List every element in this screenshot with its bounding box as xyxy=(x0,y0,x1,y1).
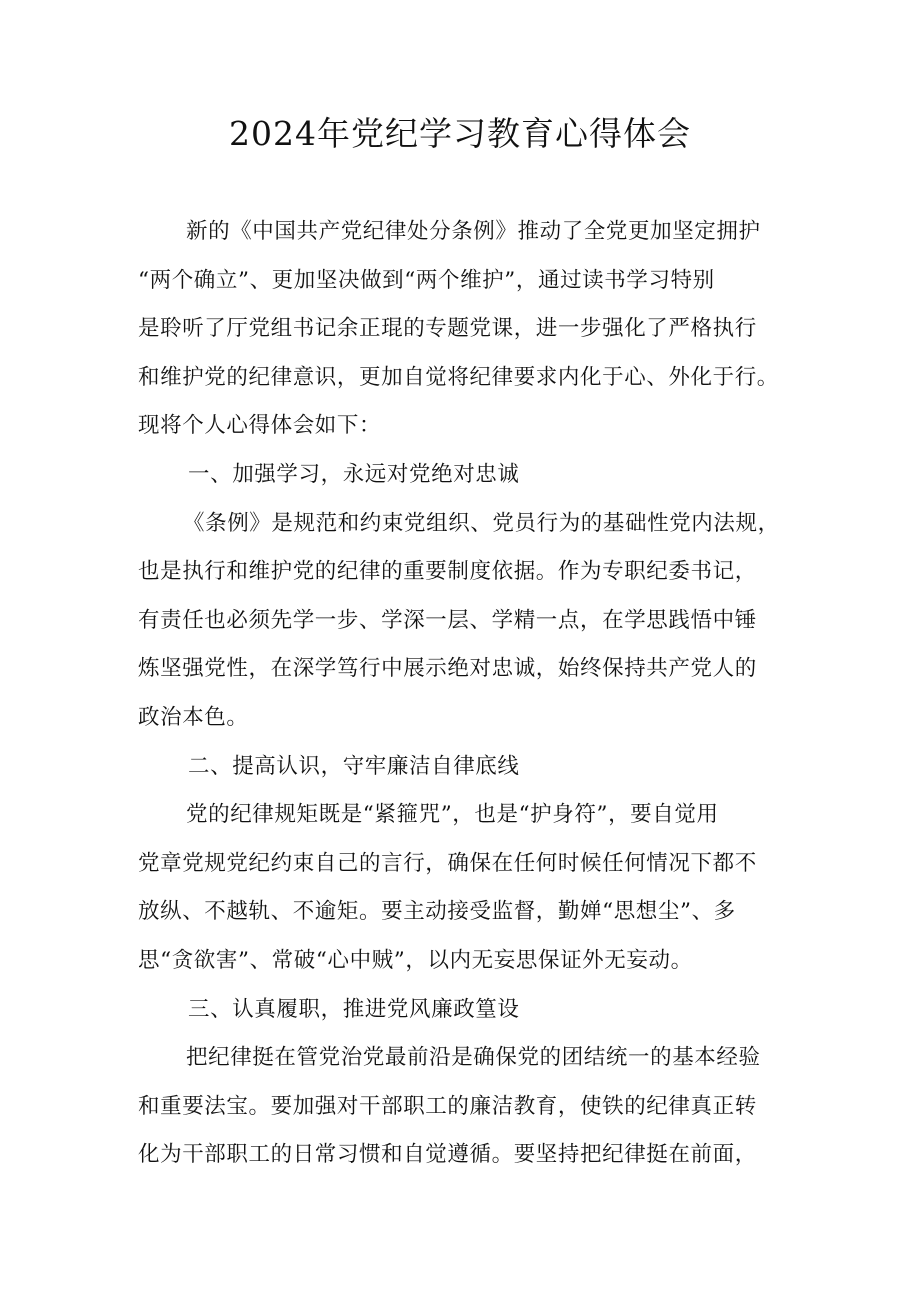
paragraph-line: 炼坚强党性，在深学笃行中展示绝对忠诚，始终保持共产党人的 xyxy=(138,656,757,682)
paragraph-line: 新的《中国共产党纪律处分条例》推动了全党更加坚定拥护 xyxy=(186,219,761,244)
paragraph-line: 放纵、不越轨、不逾矩。要主动接受监督，勤婵“思想尘”、多 xyxy=(138,899,736,925)
paragraph-line: 和维护党的纪律意识，更加自觉将纪律要求内化于心、外化于行。 xyxy=(138,364,779,390)
paragraph-line: 是聆听了厅党组书记余正琨的专题党课，进一步强化了严格执行 xyxy=(138,316,757,342)
paragraph-line: “两个确立”、更加坚决做到“两个维护”，通过读书学习特别 xyxy=(138,267,715,293)
document-title: 2024年党纪学习教育心得体会 xyxy=(229,114,691,153)
paragraph-line: 把纪律挺在管党治党最前沿是确保党的团结统一的基本经验 xyxy=(186,1045,761,1071)
paragraph-line: 思“贪欲害”、常破“心中贼”，以内无妄思保证外无妄动。 xyxy=(138,947,693,973)
paragraph-line: 和重要法宝。要加强对干部职工的廉洁教育，使铁的纪律真正转 xyxy=(138,1093,757,1119)
paragraph-line: 《条例》是规范和约束党组织、党员行为的基础性党内法规， xyxy=(183,510,780,536)
section-heading: 一、加强学习，永远对党绝对忠诚 xyxy=(188,461,520,487)
section-heading: 三、认真履职，推进党风廉政篁设 xyxy=(188,996,520,1022)
paragraph-line: 也是执行和维护党的纪律的重要制度依据。作为专职纪委书记， xyxy=(138,559,757,585)
paragraph-line: 现将个人心得体会如下： xyxy=(138,413,382,439)
section-heading: 二、提高认识，守牢廉洁自律底线 xyxy=(188,753,520,779)
paragraph-line: 有责任也必须先学一步、学深一层、学精一点，在学思践悟中锤 xyxy=(138,607,757,633)
paragraph-line: 党章党规党纪约束自己的言行，确保在任何时候任何情况下都不 xyxy=(138,850,757,876)
document-body xyxy=(138,208,798,1180)
paragraph-line: 化为干部职工的日常习惯和自觉遵循。要坚持把纪律挺在前面， xyxy=(138,1142,757,1168)
paragraph-line: 政治本色。 xyxy=(138,704,249,730)
paragraph-line: 党的纪律规矩既是“紧箍咒”，也是“护身符”，要自觉用 xyxy=(186,802,719,828)
